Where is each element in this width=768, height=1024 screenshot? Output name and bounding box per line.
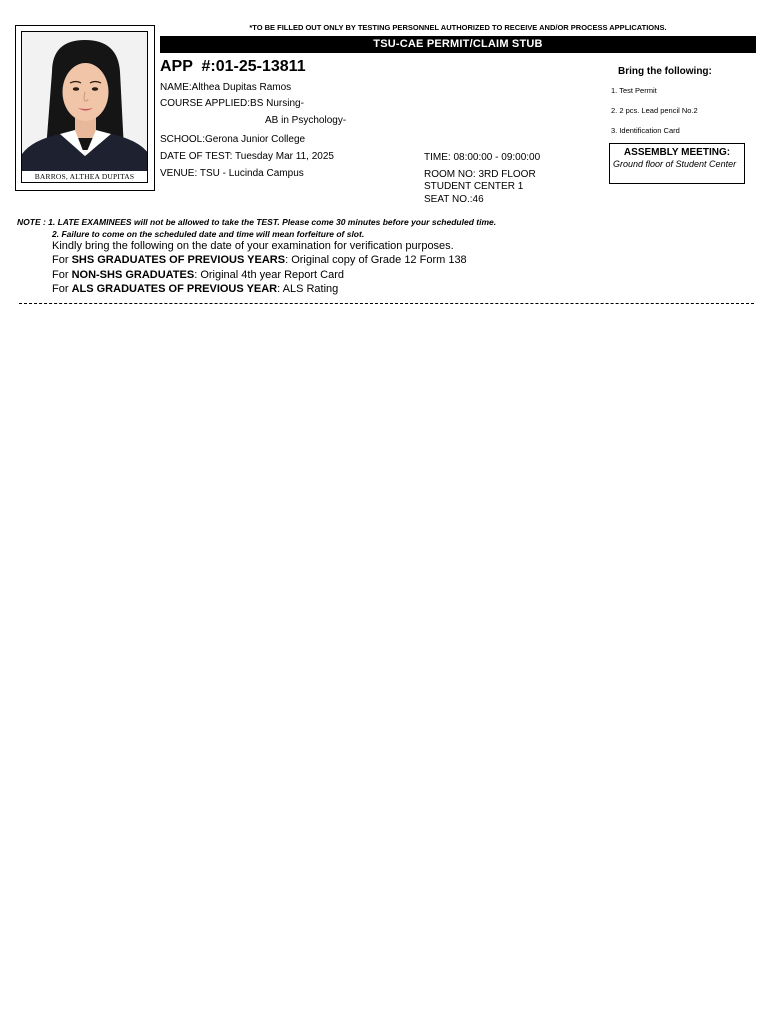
venue: VENUE: TSU - Lucinda Campus	[160, 168, 304, 179]
requirement-non-shs-graduates	[52, 269, 344, 281]
bring-item: 2. 2 pcs. Lead pencil No.2	[611, 106, 698, 115]
requirement-prefix: For	[52, 254, 72, 266]
seat-number: SEAT NO.:46	[424, 194, 484, 205]
applicant-photo-image	[22, 32, 148, 183]
course-applied: COURSE APPLIED:BS Nursing-	[160, 98, 304, 109]
applicant-photo	[21, 31, 148, 183]
requirement-category: NON-SHS GRADUATES	[71, 269, 195, 281]
requirement-prefix: For	[52, 283, 72, 295]
note-forfeiture: 2. Failure to come on the scheduled date and time will mean forfeiture of slot.	[52, 229, 365, 239]
requirements-intro: Kindly bring the following on the date of your examination for verification purposes.	[52, 240, 454, 252]
test-time: TIME: 08:00:00 - 09:00:00	[424, 152, 541, 163]
requirement-als-graduates	[52, 283, 338, 295]
bring-item: 1. Test Permit	[611, 86, 657, 95]
requirement-document: : Original copy of Grade 12 Form 138	[285, 254, 467, 266]
photo-frame	[15, 25, 155, 191]
bring-following-title: Bring the following:	[618, 66, 712, 77]
requirement-shs-graduates	[52, 254, 467, 266]
course-applied-second: AB in Psychology-	[265, 115, 347, 126]
authorized-personnel-notice: *TO BE FILLED OUT ONLY BY TESTING PERSONNEL AUTHORIZED TO RECEIVE AND/OR PROCESS APPLICATIONS.	[249, 23, 667, 32]
applicant-name: NAME:Althea Dupitas Ramos	[160, 82, 292, 93]
requirement-document: : ALS Rating	[277, 283, 339, 295]
application-number: APP #:01-25-13811	[160, 58, 306, 75]
assembly-meeting-title: ASSEMBLY MEETING:	[623, 147, 731, 158]
note-late-examinees: NOTE : 1. LATE EXAMINEES will not be allowed to take the TEST. Please come 30 minutes before your scheduled time.	[17, 217, 497, 227]
room-number: ROOM NO: 3RD FLOOR	[424, 169, 536, 180]
requirement-prefix: For	[52, 269, 72, 281]
requirement-category: SHS GRADUATES OF PREVIOUS YEARS	[71, 254, 286, 266]
assembly-meeting-box	[609, 143, 745, 184]
assembly-meeting-location: Ground floor of Student Center	[613, 159, 737, 169]
photo-caption: BARROS, ALTHEA DUPITAS	[22, 171, 147, 182]
requirement-document: : Original 4th year Report Card	[194, 269, 344, 281]
date-of-test: DATE OF TEST: Tuesday Mar 11, 2025	[160, 151, 334, 162]
permit-title-bar: TSU-CAE PERMIT/CLAIM STUB	[160, 36, 756, 53]
school: SCHOOL:Gerona Junior College	[160, 134, 306, 145]
cut-line-divider	[19, 303, 754, 304]
requirement-category: ALS GRADUATES OF PREVIOUS YEAR	[71, 283, 278, 295]
room-detail: STUDENT CENTER 1	[424, 181, 524, 192]
bring-item: 3. Identification Card	[611, 126, 680, 135]
